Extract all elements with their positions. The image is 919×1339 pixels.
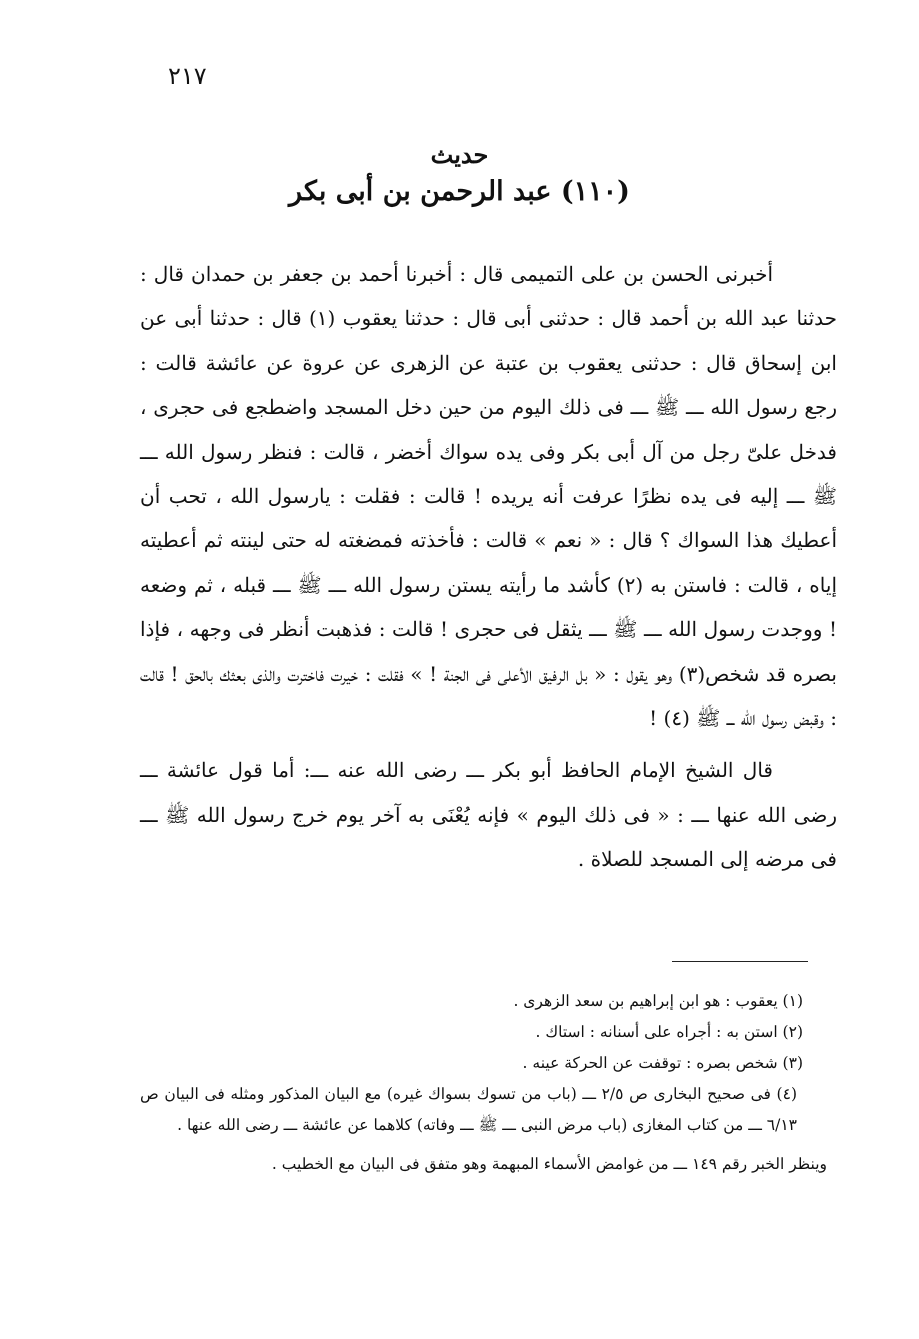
footnote-see-also: وينظر الخبر رقم ١٤٩ ـــ من غوامض الأسماء المبهمة وهو متفق فى البيان مع الخطيب .	[271, 1155, 827, 1173]
footnote-4: (٤) فى صحيح البخارى ص ٢/٥ ـــ (باب من تسوك بسواك غيره) مع البيان المذكور ومثله فى البيان ص ٦/١٣ ـــ من كتاب المغازى (باب مرض النبى ـــ ﷺ ـــ وفاته) كلاهما عن عائشة ـــ رضى الله عنها .	[140, 1085, 797, 1134]
footnote-2: (٢) استن به : أجراه على أسنانه : استاك .	[535, 1023, 803, 1041]
hadith-body	[140, 252, 837, 882]
section-label: حديث	[430, 140, 489, 169]
page-number: ٢١٧	[168, 62, 207, 90]
footnote-divider	[672, 961, 808, 962]
hadith-title: (١١٠) عبد الرحمن بن أبى بكر	[289, 176, 630, 207]
footnotes	[140, 986, 837, 1180]
hadith-narration: أخبرنى الحسن بن على التميمى قال : أخبرنا أحمد بن جعفر بن حمدان قال : حدثنا عبد الله بن أحمد قال : حدثنى أبى قال : حدثنا يعقوب (١) قال : حدثنا أبى عن ابن إسحاق قال : حدثنى يعقوب بن عتبة عن الزهرى عن عروة عن عائشة قالت : رجع رسول الله ـــ ﷺ ـــ فى ذلك اليوم من حين دخل المسجد واضطجع فى حجرى ، فدخل علىّ رجل من آل أبى بكر وفى يده سواك أخضر ، قالت : فنظر رسول الله ـــ ﷺ ـــ إليه فى يده نظرًا عرفت أنه يريده ! قالت : فقلت : يارسول الله ، تحب أن أعطيك هذا السواك ؟ قال : « نعم » قالت : فأخذته فمضغته له حتى لينته ثم أعطيته إياه ، قالت : فاستن به (٢) كأشد ما رأيته يستن رسول الله ـــ ﷺ ـــ قبله ، ثم وضعه ! ووجدت رسول الله ـــ ﷺ ـــ يثقل فى حجرى ! قالت : فذهبت أنظر فى وجهه ، فإذا بصره قد شخص(٣) وهو يقول : « بل الرفيق الأعلى فى الجنة ! » فقلت : خيرت فاخترت والذى بعثك بالحق ! قالت : وقبض رسول الله ـــ ﷺ (٤) !	[140, 262, 837, 731]
footnote-3: (٣) شخص بصره : توقفت عن الحركة عينه .	[522, 1054, 803, 1072]
commentary-paragraph: قال الشيخ الإمام الحافظ أبو بكر ـــ رضى الله عنه ـــ: أما قول عائشة ـــ رضى الله عنها ـــ : « فى ذلك اليوم » فإنه يُعْنَى به آخر يوم خرج رسول الله ﷺ ـــ فى مرضه إلى المسجد للصلاة .	[140, 758, 837, 872]
footnote-1: (١) يعقوب : هو ابن إبراهيم بن سعد الزهرى .	[513, 992, 803, 1010]
